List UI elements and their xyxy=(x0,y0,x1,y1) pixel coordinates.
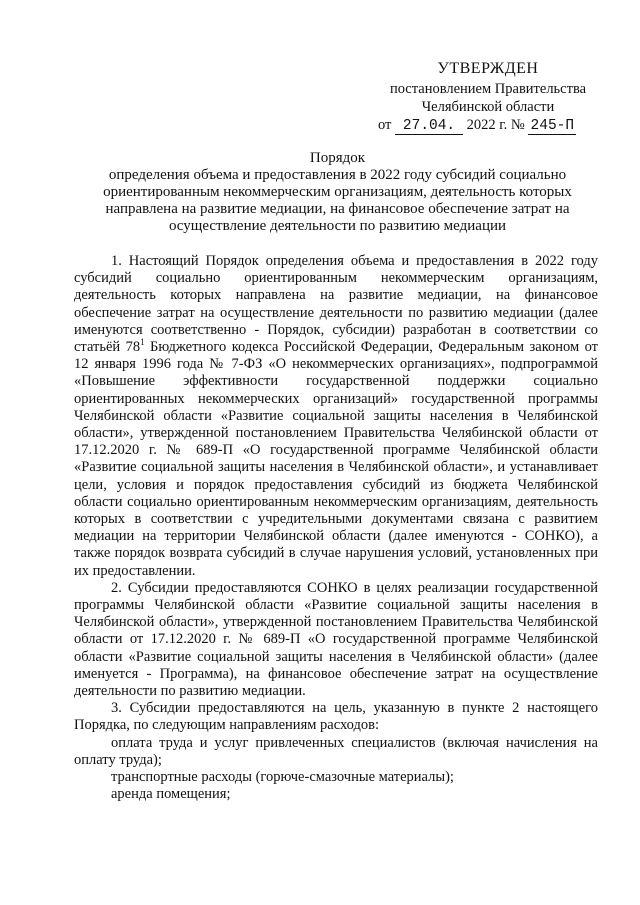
approval-line-1: постановлением Правительства xyxy=(389,81,587,97)
expense-item-2: транспортные расходы (горюче-смазочные материалы); xyxy=(111,769,454,786)
document-body xyxy=(74,253,598,804)
date-value: 27.04. xyxy=(395,119,463,135)
expense-item-3: аренда помещения; xyxy=(111,786,231,803)
document-title xyxy=(60,150,615,235)
approval-date-line xyxy=(378,116,598,135)
paragraph-3: 3. Субсидии предоставляются на цель, указанную в пункте 2 настоящего Порядка, по следующим направлениям расходов: xyxy=(74,700,598,734)
title-line-3: ориентированным некоммерческим организациям, деятельность которых xyxy=(103,184,572,200)
expense-item-1: оплата труда и услуг привлеченных специалистов (включая начисления на оплату труда); xyxy=(74,734,598,768)
paragraph-1 xyxy=(74,253,598,580)
article-superscript: 1 xyxy=(140,337,145,348)
paragraph-1-part-b: Бюджетного кодекса Российской Федерации, Федеральным законом от 12 января 1996 года № 7-ФЗ «О некоммерческих организациях», подпрограммой «Повышение эффективности государственной поддержки социально ориентированных некоммерческих организаций» государственной программы Челябинской области «Развитие социальной защиты населения в Челябинской области», утвержденной постановлением Правительства Челябинской области от 17.12.2020 г. № 689-П «О государственной программе Челябинской области «Развитие социальной защиты населения в Челябинской области», и устанавливает цели, условия и порядок предоставления субсидий из бюджета Челябинской области социально ориентированным некоммерческим организациям, деятельность которых в соответствии с учредительными документами связана с развитием медиации на территории Челябинской области (далее именуются - СОНКО), а также порядок возврата субсидий в случае нарушения условий, установленных при их предоставлении. xyxy=(74,339,599,579)
year-text: 2022 г. № xyxy=(466,117,525,133)
paragraph-2: 2. Субсидии предоставляются СОНКО в целях реализации государственной программы Челябинской области «Развитие социальной защиты населения в Челябинской области», утвержденной постановлением Правительства Челябинской области от 17.12.2020 г. № 689-П «О государственной программе Челябинской области «Развитие социальной защиты населения в Челябинской области» (далее именуется - Программа), на финансовое обеспечение затрат на осуществление деятельности по развитию медиации. xyxy=(74,579,598,700)
title-line-5: осуществление деятельности по развитию медиации xyxy=(168,218,507,234)
resolution-number: 245-П xyxy=(528,119,576,135)
approval-heading: УТВЕРЖДЕН xyxy=(437,60,539,77)
approval-line-2: Челябинской области xyxy=(421,99,555,115)
approval-stamp xyxy=(378,60,598,135)
title-line-4: направлена на развитие медиации, на финансовое обеспечение затрат на xyxy=(105,201,570,217)
title-line-1: Порядок xyxy=(309,150,366,166)
paragraph-1-part-a: 1. Настоящий Порядок определения объема и предоставления в 2022 году субсидий социально ориентированным некоммерческим организациям, деятельность которых направлена на развитие медиации, на финансовое обеспечение затрат на осуществление деятельности по развитию медиации (далее именуются соответственно - Порядок, субсидии) разработан в соответствии со статьёй 78 xyxy=(74,253,598,356)
title-line-2: определения объема и предоставления в 2022 году субсидий социально xyxy=(108,167,567,183)
date-prefix: от xyxy=(378,117,392,133)
